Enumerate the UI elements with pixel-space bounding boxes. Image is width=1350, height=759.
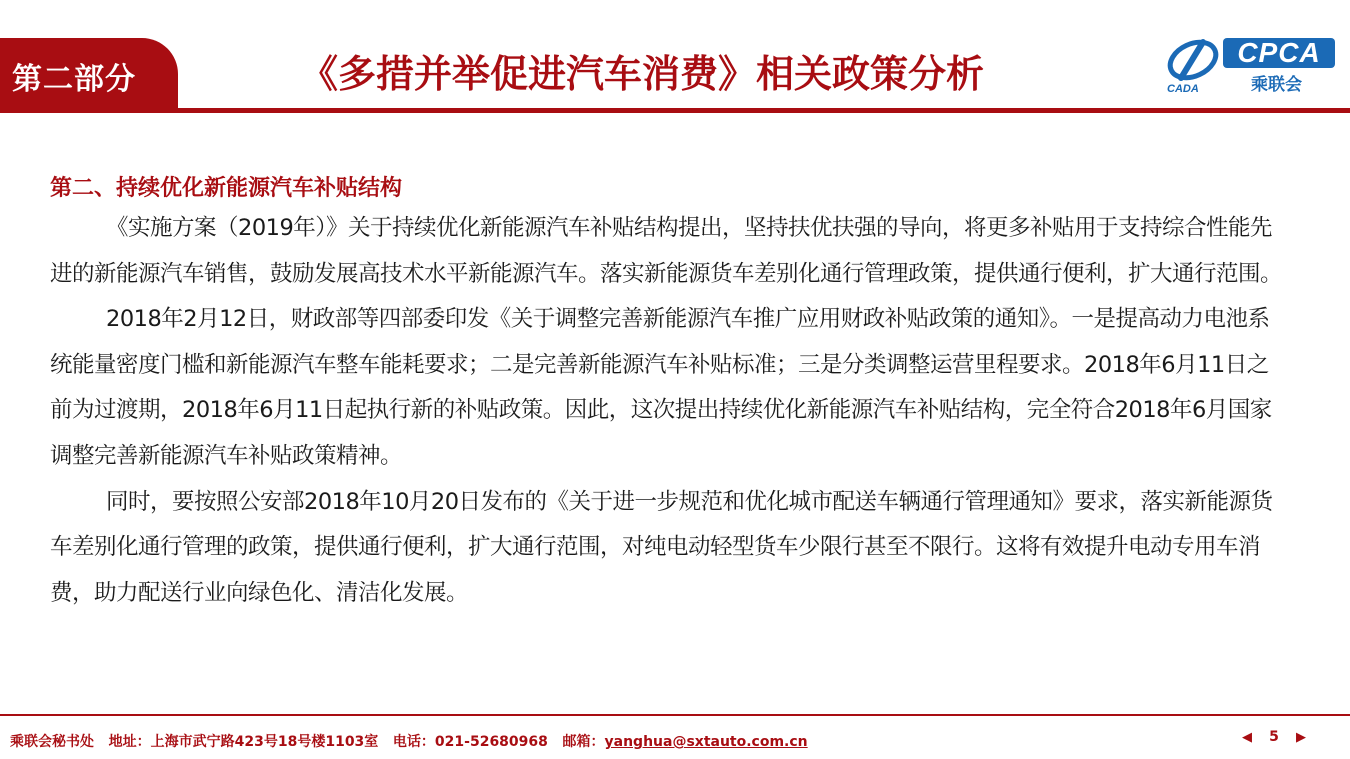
footer-email-link[interactable]: yanghua@sxtauto.com.cn [604, 734, 808, 750]
pager [1242, 729, 1306, 745]
main-content [50, 172, 1290, 616]
cpca-logo [1163, 34, 1343, 96]
paragraph: 《实施方案（2019年）》关于持续优化新能源汽车补贴结构提出，坚持扶优扶强的导向，将更多补贴用于支持综合性能先进的新能源汽车销售，鼓励发展高技术水平新能源汽车。落实新能源货车差别化通行管理政策，提供通行便利，扩大通行范围。 [50, 215, 1283, 287]
footer-org: 乘联会秘书处 [10, 734, 94, 750]
footer-address: 地址：上海市武宁路423号18号楼1103室 [108, 734, 379, 750]
section-label: 第二部分 [12, 62, 136, 97]
logo-text: CPCA [1223, 38, 1335, 68]
header-divider [0, 108, 1350, 113]
footer-divider [0, 714, 1350, 716]
cada-mark-text: CADA [1167, 83, 1199, 95]
logo-subtext: 乘联会 [1251, 75, 1302, 95]
section-subheading: 第二、持续优化新能源汽车补贴结构 [50, 176, 403, 201]
page-number: 5 [1269, 729, 1279, 745]
prev-page-icon[interactable]: ◀ [1242, 730, 1252, 745]
next-page-icon[interactable]: ▶ [1296, 730, 1306, 745]
footer [10, 731, 808, 751]
paragraph: 同时，要按照公安部2018年10月20日发布的《关于进一步规范和优化城市配送车辆通行管理通知》要求，落实新能源货车差别化通行管理的政策，提供通行便利，扩大通行范围，对纯电动轻型货车少限行甚至不限行。这将有效提升电动专用车消费，助力配送行业向绿色化、清洁化发展。 [50, 488, 1273, 606]
footer-phone: 电话：021-52680968 [392, 734, 548, 750]
paragraph: 2018年2月12日，财政部等四部委印发《关于调整完善新能源汽车推广应用财政补贴政策的通知》。一是提高动力电池系统能量密度门槛和新能源汽车整车能耗要求；二是完善新能源汽车补贴标准；三是分类调整运营里程要求。2018年6月11日之前为过渡期，2018年6月11日起执行新的补贴政策。因此，这次提出持续优化新能源汽车补贴结构，完全符合2018年6月国家调整完善新能源汽车补贴政策精神。 [50, 306, 1272, 469]
cada-emblem-icon [1163, 34, 1223, 96]
page-title: 《多措并举促进汽车消费》相关政策分析 [300, 52, 985, 96]
section-tab [0, 38, 178, 110]
footer-email-label: 邮箱： [562, 734, 605, 750]
